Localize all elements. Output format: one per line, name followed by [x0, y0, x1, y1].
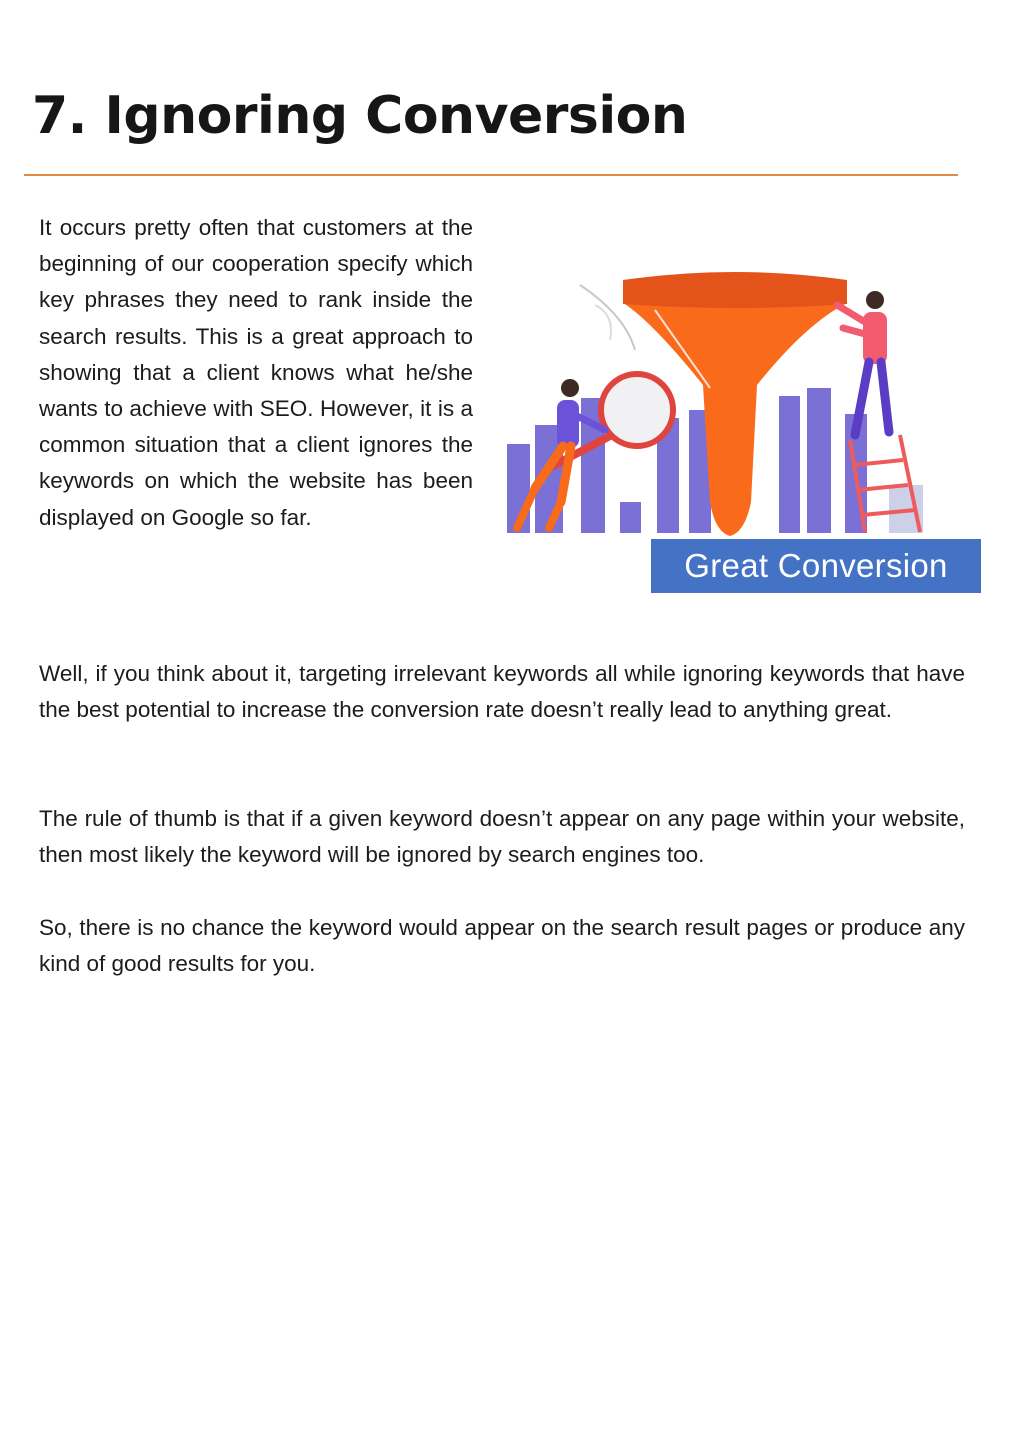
- conversion-funnel-illustration: [505, 270, 930, 545]
- page-title: 7. Ignoring Conversion: [32, 86, 688, 146]
- funnel-illustration-icon: [505, 270, 930, 545]
- great-conversion-caption: Great Conversion: [651, 539, 981, 593]
- body-paragraph-3: So, there is no chance the keyword would appear on the search result pages or produce any kind of good results for you.: [39, 915, 965, 977]
- body-paragraph-1: Well, if you think about it, targeting irrelevant keywords all while ignoring keywords that have the best potential to increase the conversion rate doesn’t really lead to anything great.: [39, 661, 965, 723]
- right-person-graphic: [837, 291, 889, 435]
- body-paragraph-2: The rule of thumb is that if a given keyword doesn’t appear on any page within your website, then most likely the keyword will be ignored by search engines too.: [39, 806, 965, 868]
- title-divider: [24, 174, 958, 176]
- intro-paragraph: It occurs pretty often that customers at the beginning of our cooperation specify which key phrases they need to rank inside the search results. This is a great approach to showing that a client knows what he/she wants to achieve with SEO. However, it is a common situation that a client ignores the keywords on which the website has been displayed on Google so far.: [39, 215, 473, 530]
